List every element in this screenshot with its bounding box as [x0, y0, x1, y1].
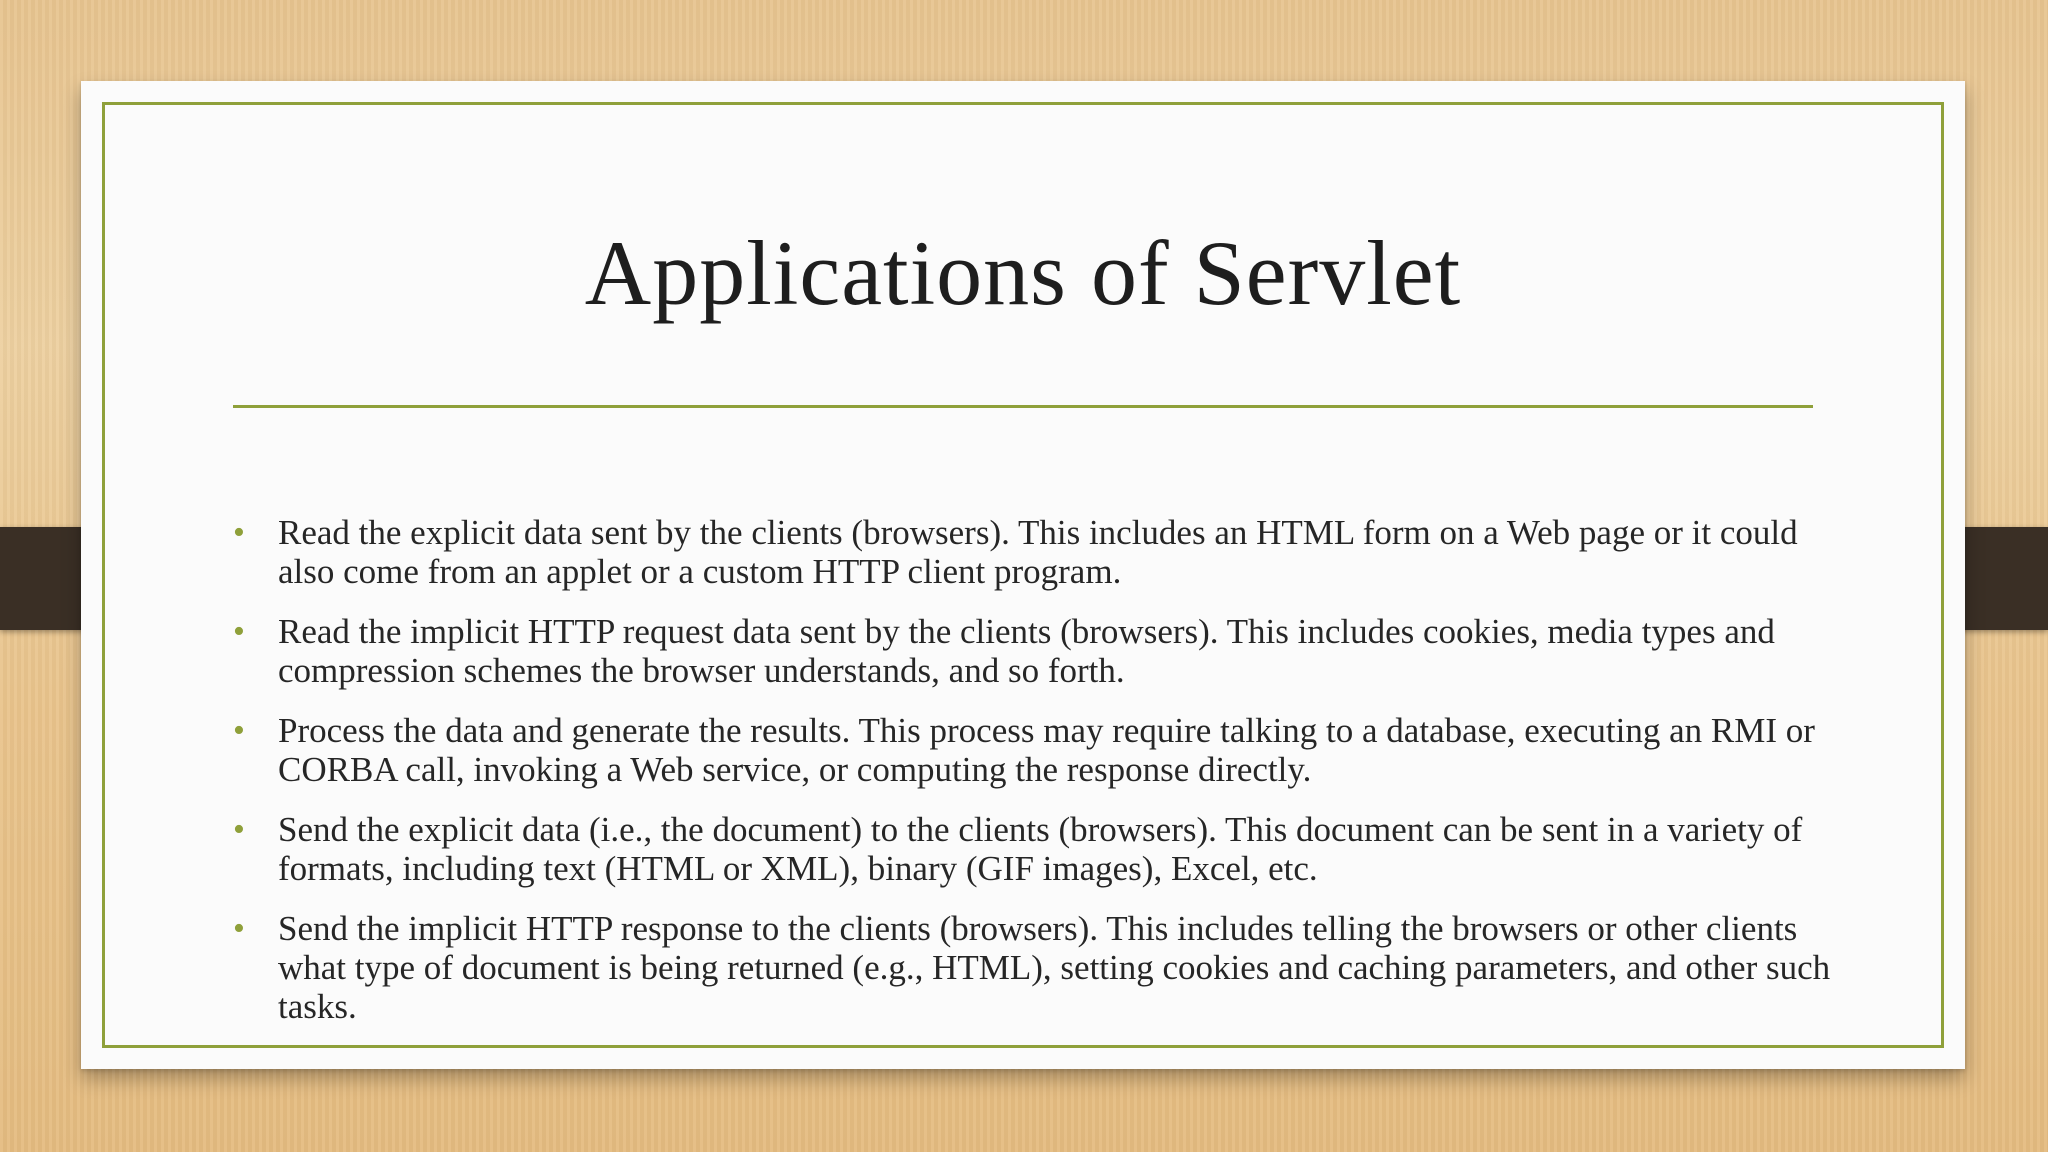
bullet-item [233, 711, 1833, 789]
title-divider [233, 405, 1813, 408]
bullet-icon: • [233, 811, 245, 848]
slide-paper [81, 81, 1965, 1069]
bullet-text: Read the explicit data sent by the clients (browsers). This includes an HTML form on a Web page or it could also come from an applet or a custom HTTP client program. [278, 513, 1798, 591]
bullet-item [233, 612, 1833, 690]
bullet-icon: • [233, 910, 245, 947]
bullet-icon: • [233, 514, 245, 551]
bullet-item [233, 513, 1833, 591]
bullet-item [233, 810, 1833, 888]
bullet-icon: • [233, 613, 245, 650]
bullet-list [233, 513, 1833, 1047]
bullet-text: Send the explicit data (i.e., the document) to the clients (browsers). This document can be sent in a variety of formats, including text (HTML or XML), binary (GIF images), Excel, etc. [278, 810, 1803, 888]
bullet-icon: • [233, 712, 245, 749]
bullet-text: Read the implicit HTTP request data sent by the clients (browsers). This includes cookies, media types and compression schemes the browser understands, and so forth. [278, 612, 1775, 690]
bullet-text: Send the implicit HTTP response to the clients (browsers). This includes telling the browsers or other clients what type of document is being returned (e.g., HTML), setting cookies and caching parameters, and other such tasks. [278, 909, 1831, 1026]
slide-title: Applications of Servlet [584, 222, 1462, 324]
bullet-text: Process the data and generate the results. This process may require talking to a database, executing an RMI or CORBA call, invoking a Web service, or computing the response directly. [278, 711, 1815, 789]
bullet-item [233, 909, 1833, 1026]
